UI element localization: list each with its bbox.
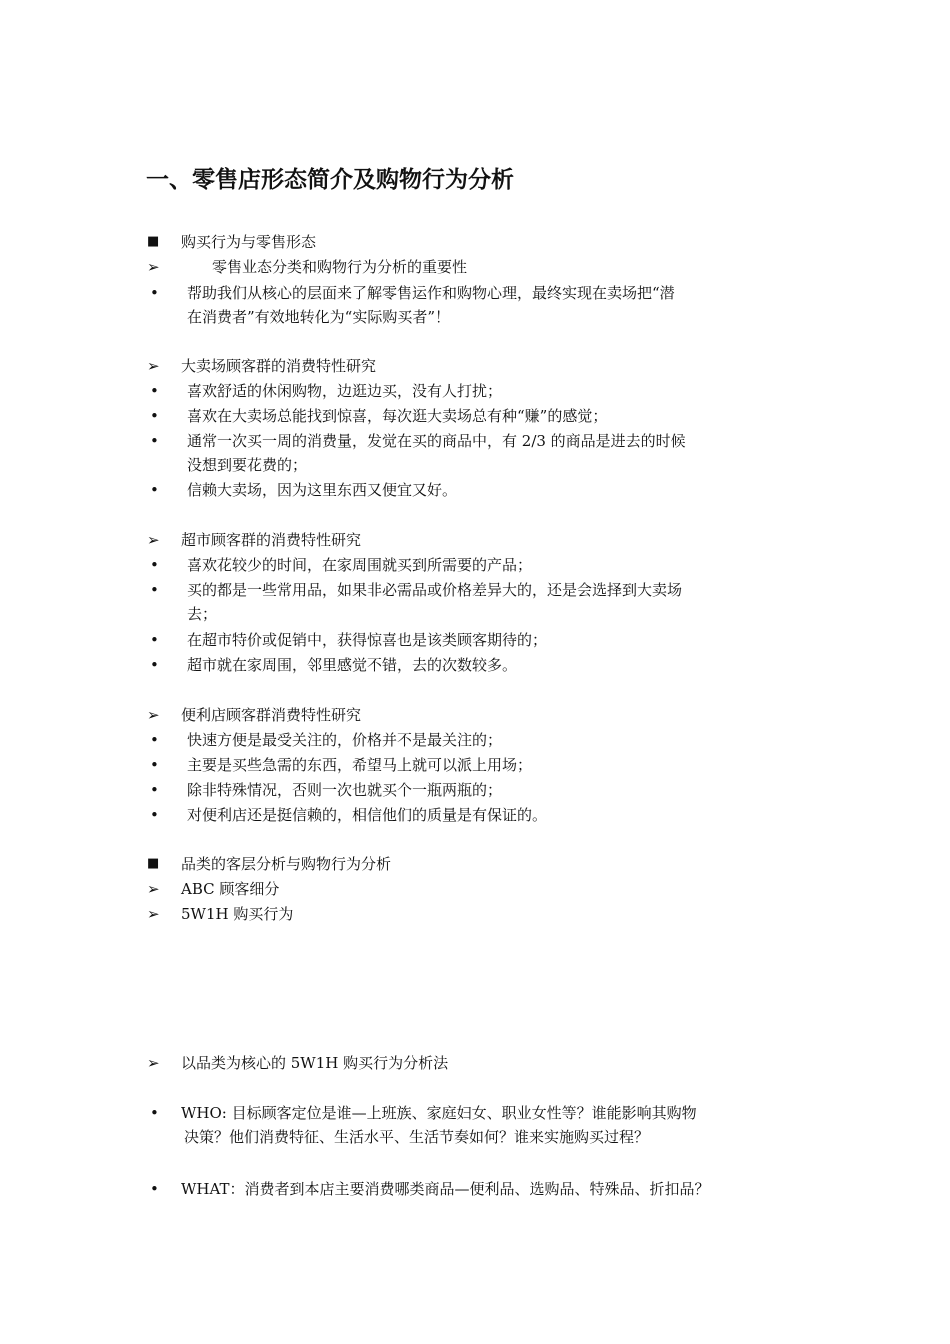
list-item-continuation: 没想到要花费的；	[187, 456, 308, 474]
arrow-bullet-icon: ➢	[147, 531, 160, 549]
section-heading-purchase-behavior: 购买行为与零售形态	[181, 233, 317, 251]
dot-bullet-icon: •	[150, 481, 159, 499]
subheading-importance: 零售业态分类和购物行为分析的重要性	[212, 258, 468, 276]
list-item-5w1h: 5W1H 购买行为	[181, 905, 294, 923]
arrow-bullet-icon: ➢	[147, 258, 160, 276]
dot-bullet-icon: •	[150, 581, 159, 599]
list-item: 快速方便是最受关注的，价格并不是最关注的；	[187, 731, 503, 749]
dot-bullet-icon: •	[150, 806, 159, 824]
list-item-continuation: 去；	[187, 605, 218, 623]
dot-bullet-icon: •	[150, 1180, 159, 1198]
dot-bullet-icon: •	[150, 631, 159, 649]
dot-bullet-icon: •	[150, 1104, 159, 1122]
dot-bullet-icon: •	[150, 382, 159, 400]
list-item: 喜欢舒适的休闲购物，边逛边买，没有人打扰；	[187, 382, 503, 400]
dot-bullet-icon: •	[150, 781, 159, 799]
list-item-line: WHO: 目标顾客定位是谁—上班族、家庭妇女、职业女性等？谁能影响其购物	[181, 1104, 697, 1122]
list-item: WHAT：消费者到本店主要消费哪类商品—便利品、选购品、特殊品、折扣品？	[181, 1180, 710, 1198]
list-item: 除非特殊情况，否则一次也就买个一瓶两瓶的；	[187, 781, 503, 799]
arrow-bullet-icon: ➢	[147, 706, 160, 724]
list-item-continuation: 决策？他们消费特征、生活水平、生活节奏如何？谁来实施购买过程？	[184, 1128, 650, 1146]
dot-bullet-icon: •	[150, 756, 159, 774]
section-heading-supermarket: 超市顾客群的消费特性研究	[181, 531, 362, 549]
list-item: 在超市特价或促销中，获得惊喜也是该类顾客期待的；	[187, 631, 548, 649]
list-item: 超市就在家周围，邻里感觉不错，去的次数较多。	[187, 656, 518, 674]
square-bullet-icon: ■	[147, 234, 160, 249]
dot-bullet-icon: •	[150, 656, 159, 674]
section-heading-hypermarket: 大卖场顾客群的消费特性研究	[181, 357, 377, 375]
list-item-continuation: 在消费者”有效地转化为“实际购买者”！	[187, 308, 451, 326]
list-item: 信赖大卖场，因为这里东西又便宜又好。	[187, 481, 458, 499]
page-title: 一、零售店形态简介及购物行为分析	[146, 167, 514, 193]
list-item-line: 帮助我们从核心的层面来了解零售运作和购物心理，最终实现在卖场把“潜	[187, 284, 675, 302]
list-item: 主要是买些急需的东西，希望马上就可以派上用场；	[187, 756, 533, 774]
dot-bullet-icon: •	[150, 556, 159, 574]
dot-bullet-icon: •	[150, 407, 159, 425]
list-item: 喜欢在大卖场总能找到惊喜，每次逛大卖场总有种“赚”的感觉；	[187, 407, 608, 425]
list-item-abc: ABC 顾客细分	[181, 880, 280, 898]
dot-bullet-icon: •	[150, 432, 159, 450]
list-item-line: 买的都是一些常用品，如果非必需品或价格差异大的，还是会选择到大卖场	[187, 581, 683, 599]
section-heading-5w1h-method: 以品类为核心的 5W1H 购买行为分析法	[181, 1054, 449, 1072]
section-heading-category-analysis: 品类的客层分析与购物行为分析	[181, 855, 392, 873]
arrow-bullet-icon: ➢	[147, 357, 160, 375]
arrow-bullet-icon: ➢	[147, 880, 160, 898]
square-bullet-icon: ■	[147, 856, 160, 871]
arrow-bullet-icon: ➢	[147, 905, 160, 923]
section-heading-convenience-store: 便利店顾客群消费特性研究	[181, 706, 362, 724]
dot-bullet-icon: •	[150, 284, 159, 302]
arrow-bullet-icon: ➢	[147, 1054, 160, 1072]
list-item: 对便利店还是挺信赖的，相信他们的质量是有保证的。	[187, 806, 548, 824]
list-item: 喜欢花较少的时间，在家周围就买到所需要的产品；	[187, 556, 533, 574]
dot-bullet-icon: •	[150, 731, 159, 749]
list-item-line: 通常一次买一周的消费量，发觉在买的商品中，有 2/3 的商品是进去的时候	[187, 432, 686, 450]
